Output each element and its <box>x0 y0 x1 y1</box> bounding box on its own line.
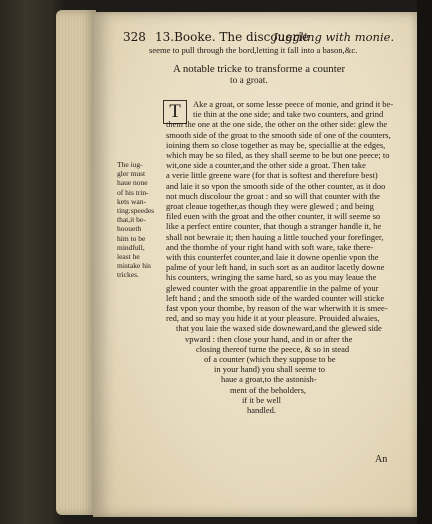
body-line: if it be well <box>242 394 281 405</box>
body-line: tie thin at the one side; and take two counters, and grind <box>193 109 384 120</box>
margin-note-line: him to be <box>117 233 146 243</box>
body-line: Ake a groat, or some lesse peece of monie, and grind it be- <box>193 99 394 109</box>
body-line: a verie little greene ware (for that is softest and therefore best) <box>166 170 378 181</box>
body-line: his counters, wringing the same hard, so as you may leaue the <box>166 272 377 283</box>
margin-note-line: gler must <box>117 169 146 179</box>
body-line: left hand ; and the smooth side of the warded counter will sticke <box>166 292 385 303</box>
body-line: ment of the beholders, <box>230 384 307 395</box>
body-line: closing thereof turne the peece, & so in stead <box>196 343 350 354</box>
margin-note-line: mistake his <box>117 261 151 271</box>
body-line: vpward : then close your hand, and in or after the <box>185 333 353 344</box>
body-line: shall not bewraie it; then hauing a little touched your forefinger, <box>166 231 384 242</box>
body-line: smooth side of the groat to the smooth side of one of the counters, <box>166 129 391 140</box>
margin-note-line: haue none <box>117 178 148 188</box>
margin-note-line: hooueth <box>117 224 142 234</box>
body-line: of a counter (which they suppose to be <box>204 354 336 365</box>
page-edges <box>56 10 96 515</box>
drop-cap-initial: T <box>163 100 187 124</box>
body-line: palme of your left hand, in such sort as an auditor lacetly downe <box>166 262 385 273</box>
margin-note-line: The iug- <box>117 160 143 169</box>
catchword: An <box>375 454 388 465</box>
right-shadow <box>417 0 432 524</box>
margin-note-line: ting:speedes <box>117 206 155 216</box>
body-line: filed euen with the groat and the other counter, it will seeme so <box>166 211 381 222</box>
body-line: with this counterfet counter,and laie it downe openlie vpon the <box>166 252 379 263</box>
body-line: not much discolour the groat : and so will that counter with the <box>166 190 380 201</box>
body-line: ioining them so close together as may be, speciallie at the edges, <box>166 139 386 150</box>
margin-note-line: least he <box>117 252 140 262</box>
running-title: 13.Booke. The discouerie <box>155 30 310 44</box>
page-number: 328 <box>123 30 146 44</box>
body-line: like a perfect entire counter, that though a stranger handle it, he <box>166 221 382 232</box>
margin-note-line: mindfull, <box>117 242 145 252</box>
margin-note <box>117 160 169 280</box>
body-line: glewed counter with the groat apparentlie in the palme of your <box>166 282 379 293</box>
body-line: them the one at the one side, the other on the other side: glew the <box>166 119 388 130</box>
body-line: handled. <box>247 405 277 416</box>
section-heading: A notable tricke to transforme a counter <box>173 63 346 75</box>
body-line: wit,one side a counter,and the other side a groat. Then take <box>166 160 366 171</box>
body-line: which may be so filed, as they shall seeme to be but one peece; to <box>166 150 390 161</box>
body-line: that you laie the waxed side downeward,and the glewed side <box>176 323 382 334</box>
body-line: red, and so may you hide it at your pleasure. Prouided alwaies, <box>166 313 380 324</box>
margin-note-line: kets wan- <box>117 196 146 206</box>
body-line: in your hand) you shall seeme to <box>214 364 325 375</box>
margin-note-line: trickes. <box>117 270 139 280</box>
body-text <box>166 99 408 416</box>
running-title-italic: Juggling with monie. <box>273 30 395 44</box>
margin-note-line: of his trin- <box>117 187 149 197</box>
section-subheading: to a groat. <box>230 76 268 86</box>
body-line: haue a groat,to the astonish- <box>221 374 317 385</box>
intro-line: seeme to pull through the bord,letting it fall into a bason,&c. <box>149 45 358 55</box>
body-line: groat cleaue together,as though they were glewed ; and being <box>166 201 374 212</box>
margin-note-line: that,it be- <box>117 215 146 225</box>
body-line: and laie it so vpon the smooth side of the other counter, as it doo <box>166 180 386 191</box>
body-line: and the thombe of your right hand with soft ware, take there- <box>166 241 374 252</box>
body-line: fast vpon your thombe, by reason of the war wherwith it is smee- <box>166 303 388 314</box>
book-page <box>93 12 417 517</box>
